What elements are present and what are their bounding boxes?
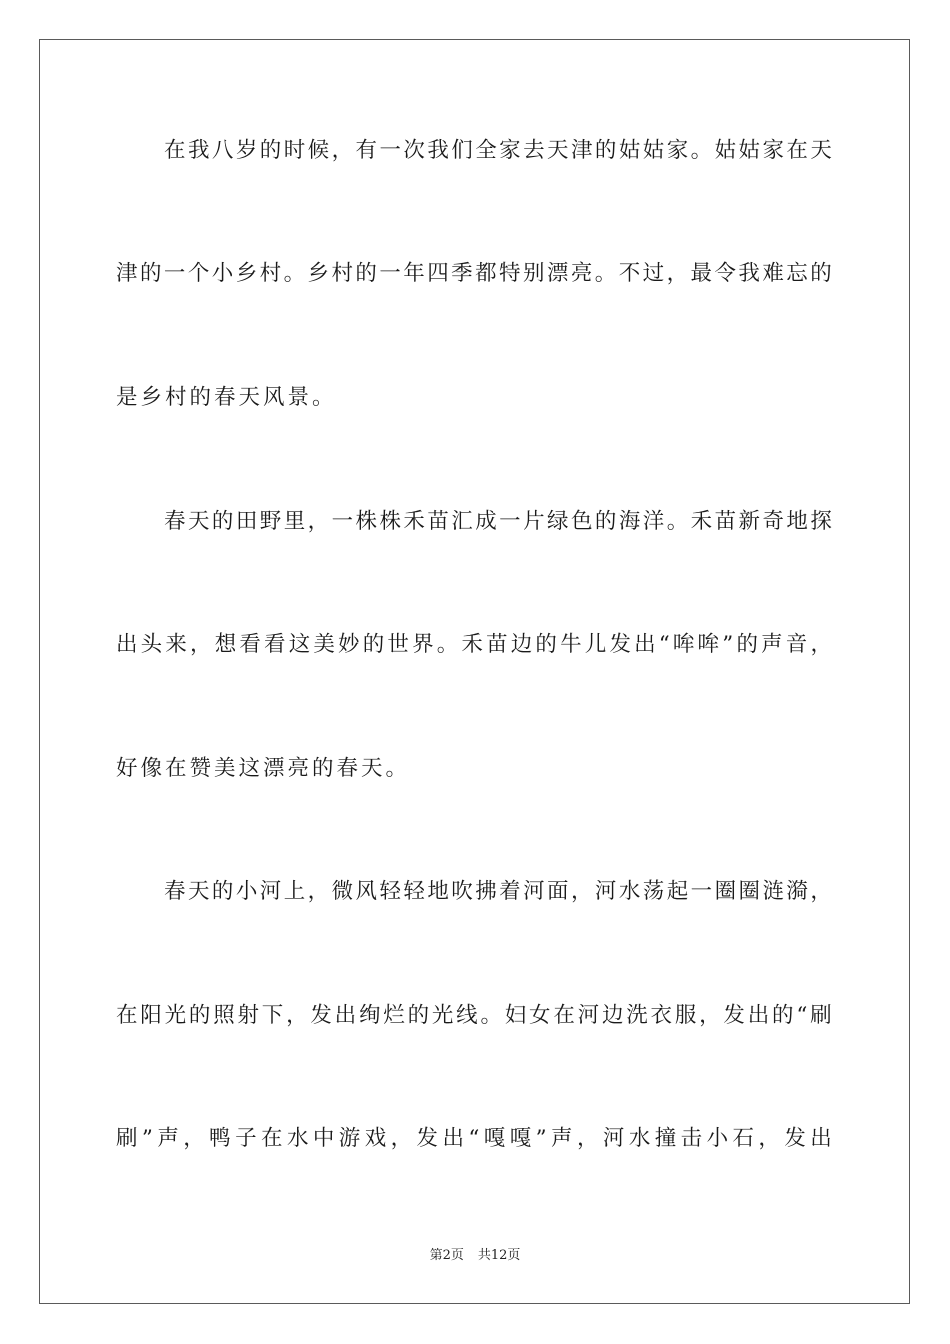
total-pages: 共12页 — [477, 1248, 521, 1263]
paragraph-1-line-2: 津 的 一 个 小 乡 村 。 乡 村 的 一 年 四 季 都 特 别 漂 亮 。 不 过 ， 最 令 我 难 忘 的 — [116, 261, 832, 286]
page-footer — [0, 1247, 950, 1265]
paragraph-1-line-3: 是乡村的春天风景。 — [116, 385, 337, 410]
paragraph-2-line-2: 出 头 来 ， 想 看 看 这 美 妙 的 世 界 。 禾 苗 边 的 牛 儿 发 出 “ 哞 哞 ” 的 声 音 ， — [116, 632, 832, 657]
paragraph-3-line-2: 在 阳 光 的 照 射 下 ， 发 出 绚 烂 的 光 线 。 妇 女 在 河 边 洗 衣 服 ， 发 出 的 “ 刷 — [116, 1003, 832, 1028]
paragraph-2-line-1: 春 天 的 田 野 里 ， 一 株 株 禾 苗 汇 成 一 片 绿 色 的 海 洋 。 禾 苗 新 奇 地 探 — [164, 509, 832, 534]
paragraph-3-line-3: 刷 ” 声 ， 鸭 子 在 水 中 游 戏 ， 发 出 “ 嘎 嘎 ” 声 ， 河 水 撞 击 小 石 ， 发 出 — [116, 1126, 832, 1151]
page-number: 第2页 — [429, 1248, 464, 1263]
paragraph-1-line-1: 在 我 八 岁 的 时 候 ， 有 一 次 我 们 全 家 去 天 津 的 姑 姑 家 。 姑 姑 家 在 天 — [164, 138, 832, 163]
paragraph-3-line-1: 春 天 的 小 河 上 ， 微 风 轻 轻 地 吹 拂 着 河 面 ， 河 水 荡 起 一 圈 圈 涟 漪 ， — [164, 879, 832, 904]
page-frame — [39, 39, 910, 1304]
paragraph-2-line-3: 好像在赞美这漂亮的春天。 — [116, 756, 411, 781]
